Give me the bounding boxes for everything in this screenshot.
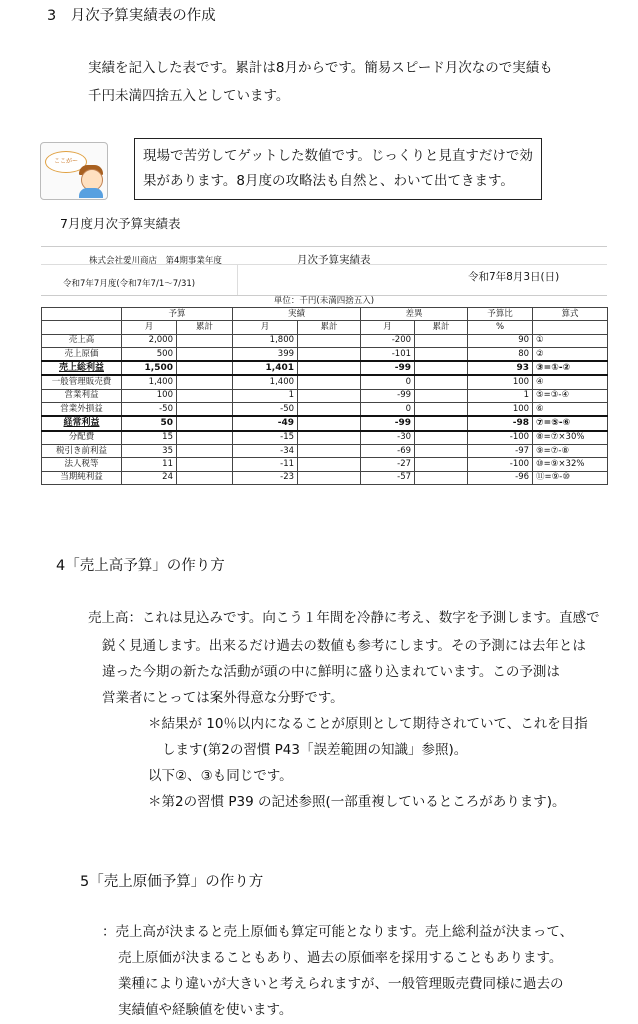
budget-month: 1,400 [122,375,177,389]
actual-month: -15 [233,431,298,445]
budget-month: 1,500 [122,361,177,375]
actual-cum [298,347,361,361]
section5-line-3: 業種により違いが大きいと考えられますが、一般管理販売費同様に過去の [118,976,564,992]
section3-title: 3 月次予算実績表の作成 [47,8,216,24]
actual-cum [298,471,361,484]
sub-diff-month: 月 [361,321,415,334]
section5-line-4: 実績値や経験値を使います。 [118,1002,293,1018]
section4-line-3: 違った今期の新たな活動が頭の中に鮮明に盛り込まれています。この予測は [102,664,560,680]
section5-line-1: ：売上高が決まると売上原価も算定可能となります。売上総利益が決まって、 [102,924,574,940]
actual-month: -49 [233,416,298,430]
sub-budget-month: 月 [122,321,177,334]
table-row [42,389,608,402]
table-row [42,431,608,445]
diff-month: -27 [361,458,415,471]
budget-cum [177,347,233,361]
table-row [42,458,608,471]
actual-month: 1,401 [233,361,298,375]
diff-month: -69 [361,444,415,457]
table-row [42,471,608,484]
header-actual: 実績 [233,308,361,321]
section4-note-2: 以下②、③も同じです。 [148,768,293,784]
header-formula: 算式 [533,308,608,321]
row-label: 一般管理販売費 [42,375,122,389]
callout-box [134,138,542,200]
section4-title: 4「売上高予算」の作り方 [56,558,225,574]
actual-cum [298,334,361,347]
budget-cum [177,389,233,402]
section4-line-4: 営業者にとっては案外得意な分野です。 [102,690,344,706]
callout-line-2: 果があります。8月度の攻略法も自然と、わいて出てきます。 [143,173,514,189]
actual-month: -34 [233,444,298,457]
budget-month: 24 [122,471,177,484]
budget-month: 15 [122,431,177,445]
budget-month: 100 [122,389,177,402]
row-label: 営業利益 [42,389,122,402]
row-label: 分配費 [42,431,122,445]
actual-cum [298,444,361,457]
ratio: -98 [468,416,533,430]
diff-month: -57 [361,471,415,484]
formula: ⑦=⑤-⑥ [533,416,608,430]
diff-cum [415,334,468,347]
table-row [42,444,608,457]
diff-cum [415,361,468,375]
budget-month: 11 [122,458,177,471]
sub-budget-cum: 累計 [177,321,233,334]
ratio: 93 [468,361,533,375]
ratio: -100 [468,458,533,471]
budget-month: 50 [122,416,177,430]
section4-note-3: ＊第2の習慣 P39 の記述参照(一部重複しているところがあります)。 [148,794,566,810]
character-illustration [40,142,108,200]
speech-bubble: ここがー [45,151,87,173]
row-label: 売上総利益 [42,361,122,375]
diff-month: -30 [361,431,415,445]
actual-cum [298,403,361,417]
ratio: 1 [468,389,533,402]
formula: ⑤=③-④ [533,389,608,402]
diff-cum [415,375,468,389]
budget-cum [177,334,233,347]
section4-line-1: 売上高：これは見込みです。向こう１年間を冷静に考え、数字を予測します。直感で [88,610,600,626]
header-budget: 予算 [122,308,233,321]
actual-month: 1,800 [233,334,298,347]
diff-month: -99 [361,416,415,430]
actual-cum [298,458,361,471]
header-diff: 差異 [361,308,468,321]
ratio: -96 [468,471,533,484]
section4-line-2: 鋭く見通します。出来るだけ過去の数値も参考にします。その予測には去年とは [102,638,586,654]
character-body [79,188,103,198]
actual-month: -50 [233,403,298,417]
actual-month: 399 [233,347,298,361]
formula: ⑥ [533,403,608,417]
sub-actual-cum: 累計 [298,321,361,334]
diff-cum [415,458,468,471]
budget-month: 2,000 [122,334,177,347]
ratio: -100 [468,431,533,445]
section4-note-1: ＊結果が 10％以内になることが原則として期待されていて、これを目指 [148,716,588,732]
diff-month: 0 [361,375,415,389]
sheet-date: 令和7年8月3日(日) [468,271,560,283]
formula: ③=①-② [533,361,608,375]
budget-month: 500 [122,347,177,361]
table-row [42,375,608,389]
actual-cum [298,361,361,375]
ratio: 100 [468,403,533,417]
actual-month: 1,400 [233,375,298,389]
ratio: -97 [468,444,533,457]
table-header-row [42,308,608,321]
formula: ⑩=⑨×32% [533,458,608,471]
table-row [42,361,608,375]
diff-month: 0 [361,403,415,417]
ratio: 80 [468,347,533,361]
actual-month: -23 [233,471,298,484]
diff-month: -99 [361,361,415,375]
diff-cum [415,347,468,361]
diff-cum [415,389,468,402]
diff-cum [415,431,468,445]
budget-month: -50 [122,403,177,417]
section3-line-1: 実績を記入した表です。累計は8月からです。簡易スピード月次なので実績も [88,60,553,76]
budget-month: 35 [122,444,177,457]
formula: ① [533,334,608,347]
row-label: 法人税等 [42,458,122,471]
budget-sheet [41,246,607,485]
table-subheader-row [42,321,608,334]
sub-diff-cum: 累計 [415,321,468,334]
formula: ⑧=⑦×30% [533,431,608,445]
table-caption: 7月度月次予算実績表 [60,216,181,231]
actual-month: 1 [233,389,298,402]
section5-line-2: 売上原価が決まることもあり、過去の原価率を採用することもあります。 [118,950,563,966]
formula: ⑨=⑦-⑧ [533,444,608,457]
callout-line-1: 現場で苦労してゲットした数値です。じっくりと見直すだけで効 [143,148,533,164]
ratio: 100 [468,375,533,389]
budget-cum [177,458,233,471]
sheet-title: 月次予算実績表 [297,254,371,266]
budget-cum [177,416,233,430]
sheet-unit: 単位：千円(未満四捨五入) [273,296,375,306]
formula: ④ [533,375,608,389]
section3-line-2: 千円未満四捨五入としています。 [88,88,290,104]
row-label: 営業外損益 [42,403,122,417]
actual-cum [298,416,361,430]
diff-cum [415,416,468,430]
table-row [42,403,608,417]
actual-month: -11 [233,458,298,471]
row-label: 当期純利益 [42,471,122,484]
diff-cum [415,444,468,457]
budget-cum [177,431,233,445]
table-row [42,416,608,430]
sheet-company: 株式会社愛川商店 第4期事業年度 [89,256,222,266]
actual-cum [298,431,361,445]
table-row [42,334,608,347]
diff-month: -200 [361,334,415,347]
diff-cum [415,403,468,417]
diff-cum [415,471,468,484]
table-row [42,347,608,361]
budget-cum [177,403,233,417]
formula: ⑪=⑨-⑩ [533,471,608,484]
sub-actual-month: 月 [233,321,298,334]
row-label: 売上高 [42,334,122,347]
formula: ② [533,347,608,361]
sub-ratio-unit: % [468,321,533,334]
ratio: 90 [468,334,533,347]
section5-title: 5「売上原価予算」の作り方 [80,874,264,890]
row-label: 売上原価 [42,347,122,361]
budget-cum [177,375,233,389]
budget-cum [177,361,233,375]
header-ratio: 予算比 [468,308,533,321]
sheet-header [41,246,607,296]
sheet-period: 令和7年7月度(令和7年7/1～7/31) [63,279,196,289]
row-label: 経常利益 [42,416,122,430]
section4-note-1b: します(第2の習慣 P43「誤差範囲の知識」参照)。 [162,742,468,758]
diff-month: -99 [361,389,415,402]
actual-cum [298,375,361,389]
budget-cum [177,471,233,484]
budget-cum [177,444,233,457]
budget-table [41,307,608,485]
actual-cum [298,389,361,402]
diff-month: -101 [361,347,415,361]
row-label: 税引き前利益 [42,444,122,457]
